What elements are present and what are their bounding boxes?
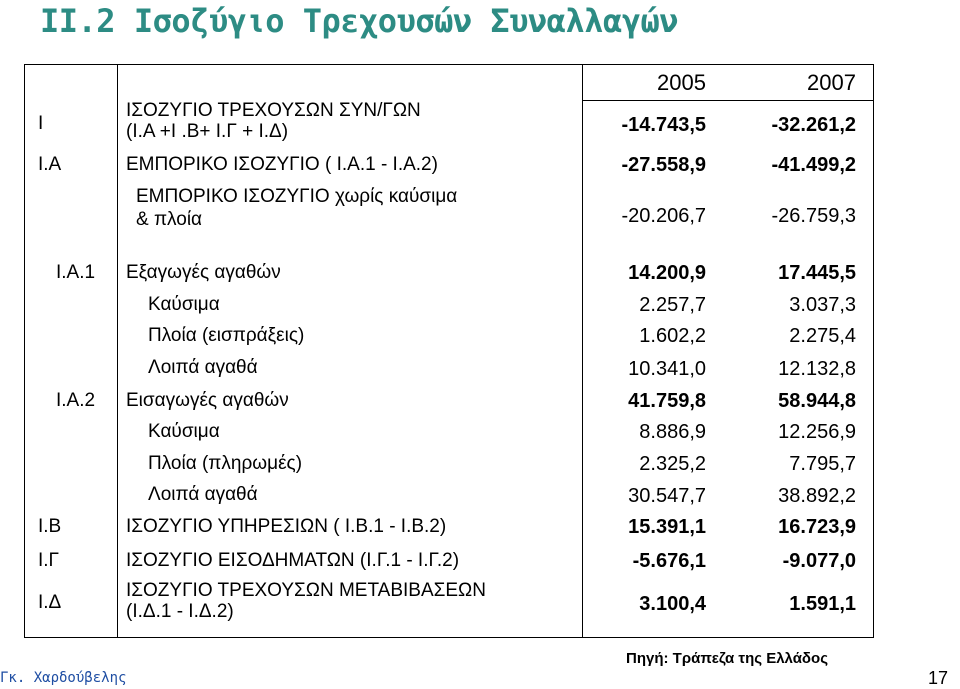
- row-label-line2: (Ι.Δ.1 - Ι.Δ.2): [126, 601, 234, 622]
- value-2007: 12.256,9: [778, 421, 856, 443]
- value-2007: 3.037,3: [789, 294, 856, 316]
- value-2005: 15.391,1: [628, 516, 706, 538]
- row-code: Ι.Γ: [38, 550, 60, 571]
- value-2007: 58.944,8: [778, 390, 856, 412]
- row-label: ΙΣΟΖΥΓΙΟ ΕΙΣΟΔΗΜΑΤΩΝ (Ι.Γ.1 - Ι.Γ.2): [126, 550, 460, 571]
- row-code: Ι: [38, 113, 44, 134]
- row-code: Ι.Α.1: [56, 262, 96, 283]
- row-code: Ι.Α.2: [56, 390, 96, 411]
- value-2005: 8.886,9: [639, 421, 706, 443]
- value-2007: 17.445,5: [778, 262, 856, 284]
- row-label: ΙΣΟΖΥΓΙΟ ΤΡΕΧΟΥΣΩΝ ΜΕΤΑΒΙΒΑΣΕΩΝ: [126, 580, 486, 601]
- value-2007: -41.499,2: [771, 154, 856, 176]
- row-label: Εξαγωγές αγαθών: [126, 262, 281, 283]
- value-2007: 2.275,4: [789, 325, 856, 347]
- row-label: Πλοία (πληρωμές): [148, 453, 303, 474]
- value-2007: 12.132,8: [778, 358, 856, 380]
- value-2007: -32.261,2: [771, 114, 856, 136]
- year-header-2005: 2005: [657, 70, 706, 95]
- value-2005: 2.257,7: [639, 294, 706, 316]
- value-2005: -27.558,9: [621, 154, 706, 176]
- value-2007: 7.795,7: [789, 453, 856, 475]
- page-title: ΙΙ.2 Ισοζύγιο Τρεχουσών Συναλλαγών: [40, 2, 679, 40]
- source-note: Πηγή: Τράπεζα της Ελλάδος: [626, 650, 828, 667]
- value-2005: 41.759,8: [628, 390, 706, 412]
- row-label: ΕΜΠΟΡΙΚΟ ΙΣΟΖΥΓΙΟ χωρίς καύσιμα: [136, 186, 458, 207]
- value-2005: 14.200,9: [628, 262, 706, 284]
- row-code: Ι.Δ: [38, 592, 62, 613]
- author-footer: Γκ. Χαρδούβελης: [0, 670, 127, 686]
- year-header-2007: 2007: [807, 70, 856, 95]
- value-2005: 3.100,4: [639, 593, 706, 615]
- row-label: Καύσιμα: [148, 294, 220, 315]
- row-code: Ι.Β: [38, 516, 62, 537]
- header-divider: [582, 100, 874, 101]
- value-2007: 16.723,9: [778, 516, 856, 538]
- row-code: Ι.Α: [38, 154, 62, 175]
- row-label: ΙΣΟΖΥΓΙΟ ΥΠΗΡΕΣΙΩΝ ( Ι.Β.1 - Ι.Β.2): [126, 516, 447, 537]
- column-divider: [117, 64, 118, 638]
- row-label: ΙΣΟΖΥΓΙΟ ΤΡΕΧΟΥΣΩΝ ΣΥΝ/ΓΩΝ: [126, 100, 421, 121]
- row-label: Εισαγωγές αγαθών: [126, 390, 289, 411]
- value-2005: 2.325,2: [639, 453, 706, 475]
- value-2005: -14.743,5: [621, 114, 706, 136]
- value-2005: 30.547,7: [628, 485, 706, 507]
- row-label-line2: & πλοία: [136, 209, 203, 230]
- row-label: Καύσιμα: [148, 421, 220, 442]
- value-2007: -26.759,3: [771, 205, 856, 227]
- value-2005: 10.341,0: [628, 358, 706, 380]
- value-2005: -5.676,1: [632, 550, 706, 572]
- row-label-line2: (Ι.Α +Ι .Β+ Ι.Γ + Ι.Δ): [126, 121, 289, 142]
- row-label: Λοιπά αγαθά: [148, 357, 258, 378]
- value-2007: -9.077,0: [782, 550, 856, 572]
- value-2007: 38.892,2: [778, 485, 856, 507]
- value-2005: -20.206,7: [621, 205, 706, 227]
- row-label: Λοιπά αγαθά: [148, 484, 258, 505]
- page-number: 17: [927, 668, 948, 688]
- value-2007: 1.591,1: [789, 593, 856, 615]
- row-label: Πλοία (εισπράξεις): [148, 325, 305, 346]
- value-2005: 1.602,2: [639, 325, 706, 347]
- row-label: ΕΜΠΟΡΙΚΟ ΙΣΟΖΥΓΙΟ ( Ι.Α.1 - Ι.Α.2): [126, 154, 438, 175]
